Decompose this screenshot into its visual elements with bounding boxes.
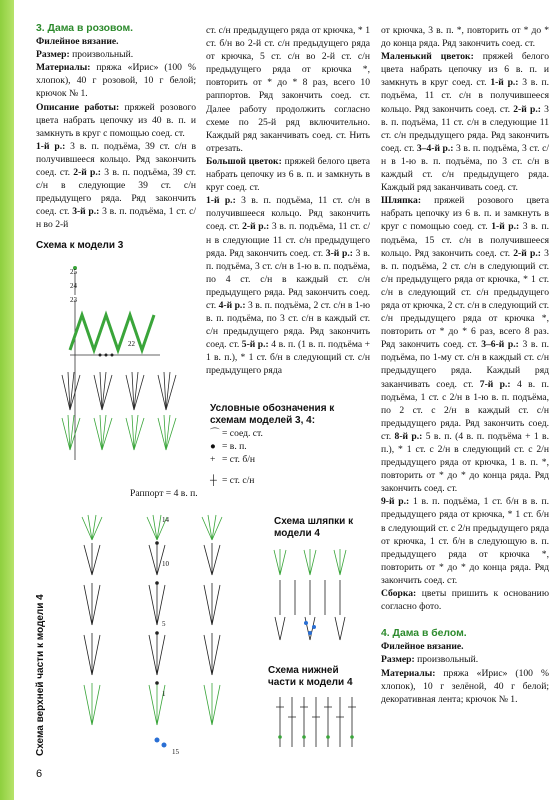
row-num-24: 24 [70, 282, 77, 290]
scheme4-side-title: Схема верхней части к модели 4 [35, 594, 46, 756]
s4-num-14: 14 [162, 516, 169, 524]
column-3 [381, 24, 549, 706]
hat-scheme-title: Схема шляпки к модели 4 [274, 516, 354, 539]
legend-item-slip: ⌒ = соед. ст. [210, 428, 263, 439]
legend [210, 403, 370, 487]
col2-continuation: ст. с/н предыдущего ряда от крючка, * 1 ст. б/н во 2-й ст. с/н предыдущего ряда от крючка, 5 ст. с/н во 2-й ст. с/н предыдущего ряда от крючка *, повторить от * до * 8 раз, всего 10 раппортов. Ряд закончить соед. ст. Далее работу продолжить согласно схеме по 25-й ряд включительно. Каждый ряд заканчивать соед. ст. Нить отрезать. [206, 25, 370, 154]
assembly: Сборка: цветы пришить к основанию согласно фото. [381, 588, 549, 613]
scheme3-title: Схема к модели 3 [36, 240, 124, 251]
legend-item-dc: ┼ = ст. с/н [210, 475, 255, 486]
page-edge-bar [0, 0, 14, 800]
section-title-4: 4. Дама в белом. [381, 628, 467, 640]
big-flower: Большой цветок: пряжей белого цвета набрать цепочку из 6 в. п. и замкнуть в круг соед. ст. [206, 155, 370, 194]
row-num-25: 25 [70, 268, 77, 276]
hat: Шляпка: пряжей розового цвета набрать цепочку из 6 в. п. и замкнуть в круг с помощью соед. ст. 1-й р.: 3 в. п. подъёма, 15 ст. с/н в получившееся кольцо. Ряд закончить соед. ст. 2-й р.: 3 в. п. подъёма, 2 ст. с/н в следующий ст. с/н предыдущего ряда от крючка, * 1 ст. с/н в следующий ст. с/н предыдущего ряда от крючка, 2 ст. с/н в следующий ст. с/н предыдущего ряда от крючка *, повторить от * до * 6 раз, всего 8 раз. Ряд закончить соед. ст. 3–6-й р.: 3 в. п. подъёма, по 1-му ст. с/н в каждый ст. с/н предыдущего ряда. Каждый ряд заканчивать соед. ст. 7-й р.: 4 в. п. подъёма, 1 ст. с 2/н в 1-ю в. п. подъёма, по 2 ст. с 2/н в каждый ст. с/н предыдущего ряда. Ряд закончить соед. ст. 8-й р.: 5 в. п. (4 в. п. подъёма + 1 в. п.), * 1 ст. с 2/н в следующий ст. с 2/н предыдущего ряда от крючка, 1 в. п. *, повторить от * до * до конца ряда. Ряд закончить соед. ст. [381, 195, 550, 495]
rapport-label: Раппорт = 4 в. п. [130, 488, 198, 499]
description: Описание работы: пряжей розового цвета набрать цепочку из 40 в. п. и замкнуть в круг с помощью соед. ст. [36, 101, 196, 139]
s4-num-10: 10 [162, 560, 169, 568]
bottom-diagram [270, 692, 370, 752]
s4-num-5: 5 [162, 620, 166, 628]
size: Размер: произвольный. [36, 49, 134, 61]
subtitle-4: Филейное вязание. [381, 641, 464, 653]
scheme4-diagram [62, 515, 262, 755]
scheme3-diagram [60, 260, 210, 470]
row-1: 1-й р.: 3 в. п. подъёма, 39 ст. с/н в получившееся кольцо. Ряд закончить соед. ст. 2-й р.: 3 в. п. подъёма, 39 ст. с/н в следующие 39 ст. с/н предыдущего ряда. Ряд закончить соед. ст. 3-й р.: 3 в. п. подъёма, 1 ст. с/н во 2-й [36, 140, 197, 231]
legend-item-sc: + = ст. б/н [210, 454, 256, 465]
s4-num-15: 15 [172, 748, 179, 756]
section-title: 3. Дама в розовом. [36, 23, 134, 34]
s4-num-1: 1 [162, 690, 166, 698]
column-1 [36, 22, 196, 232]
column-2 [206, 24, 370, 378]
subtitle: Филейное вязание. [36, 36, 119, 48]
hat-diagram [270, 545, 370, 645]
bottom-scheme-title: Схема нижней части к модели 4 [268, 665, 353, 688]
page-number: 6 [36, 768, 43, 780]
size-4: Размер: произвольный. [381, 654, 479, 666]
legend-item-chain: ● = в. п. [210, 441, 247, 452]
hat-row9: 9-й р.: 1 в. п. подъёма, 1 ст. б/н в в. п. предыдущего ряда от крючка, * 1 ст. б/н в следующий ст. с 2/н предыдущего ряда от крючка, 1 ст. б/н в следующую в. п. предыдущего ряда от крючка *, повторить от * до * до конца ряда. Ряд закончить соед. ст. [381, 496, 549, 586]
materials-4: Материалы: пряжа «Ирис» (100 % хлопок), 10 г зелёной, 40 г белой; декоративная лента; крючок № 1. [381, 667, 549, 705]
row-num-22: 22 [128, 340, 135, 348]
legend-title: Условные обозначения к схемам моделей 3, 4: [210, 403, 335, 426]
materials: Материалы: пряжа «Ирис» (100 % хлопок), 40 г розовой, 10 г белой; крючок № 1. [36, 62, 196, 100]
col3-continuation: от крючка, 3 в. п. *, повторить от * до * до конца ряда. Ряд закончить соед. ст. [381, 25, 549, 50]
big-rows: 1-й р.: 3 в. п. подъёма, 11 ст. с/н в получившееся кольцо. Ряд закончить соед. ст. 2-й р.: 3 в. п. подъёма, 11 ст. с/н в следующие 11 ст. с/н предыдущего ряда. Ряд закончить соед. ст. 3-й р.: 3 в. п. подъёма, 3 ст. с/н в 1-ю в. п. подъёма, по 4 ст. с/н в каждый ст. с/н предыдущего ряда. Ряд закончить соед. ст. 4-й р.: 3 в. п. подъёма, 2 ст. с/н в 1-ю в. п. подъёма, по 3 ст. с/н в каждый ст. с/н предыдущего ряда. Ряд закончить соед. ст. 5-й р.: 4 в. п. (1 в. п. подъёма + 1 в. п.), * 1 ст. б/н в следующий ст. с/н предыдущего ряда [206, 195, 371, 377]
small-flower: Маленький цветок: пряжей белого цвета набрать цепочку из 6 в. п. и замкнуть в круг соед. ст. 1-й р.: 3 в. п. подъёма, 11 ст. с/н в получившееся кольцо. Ряд закончить соед. ст. 2-й р.: 3 в. п. подъёма, 11 ст. с/н в следующие 11 ст. с/н предыдущего ряда. Ряд закончить соед. ст. 3–4-й р.: 3 в. п. подъёма, 3 ст. с/н в 1-ю в. п. подъёма, по 3 ст. с/н в каждый ст. с/н предыдущего ряда. Каждый ряд заканчивать соед. ст. [381, 51, 549, 194]
row-num-23: 23 [70, 296, 77, 304]
